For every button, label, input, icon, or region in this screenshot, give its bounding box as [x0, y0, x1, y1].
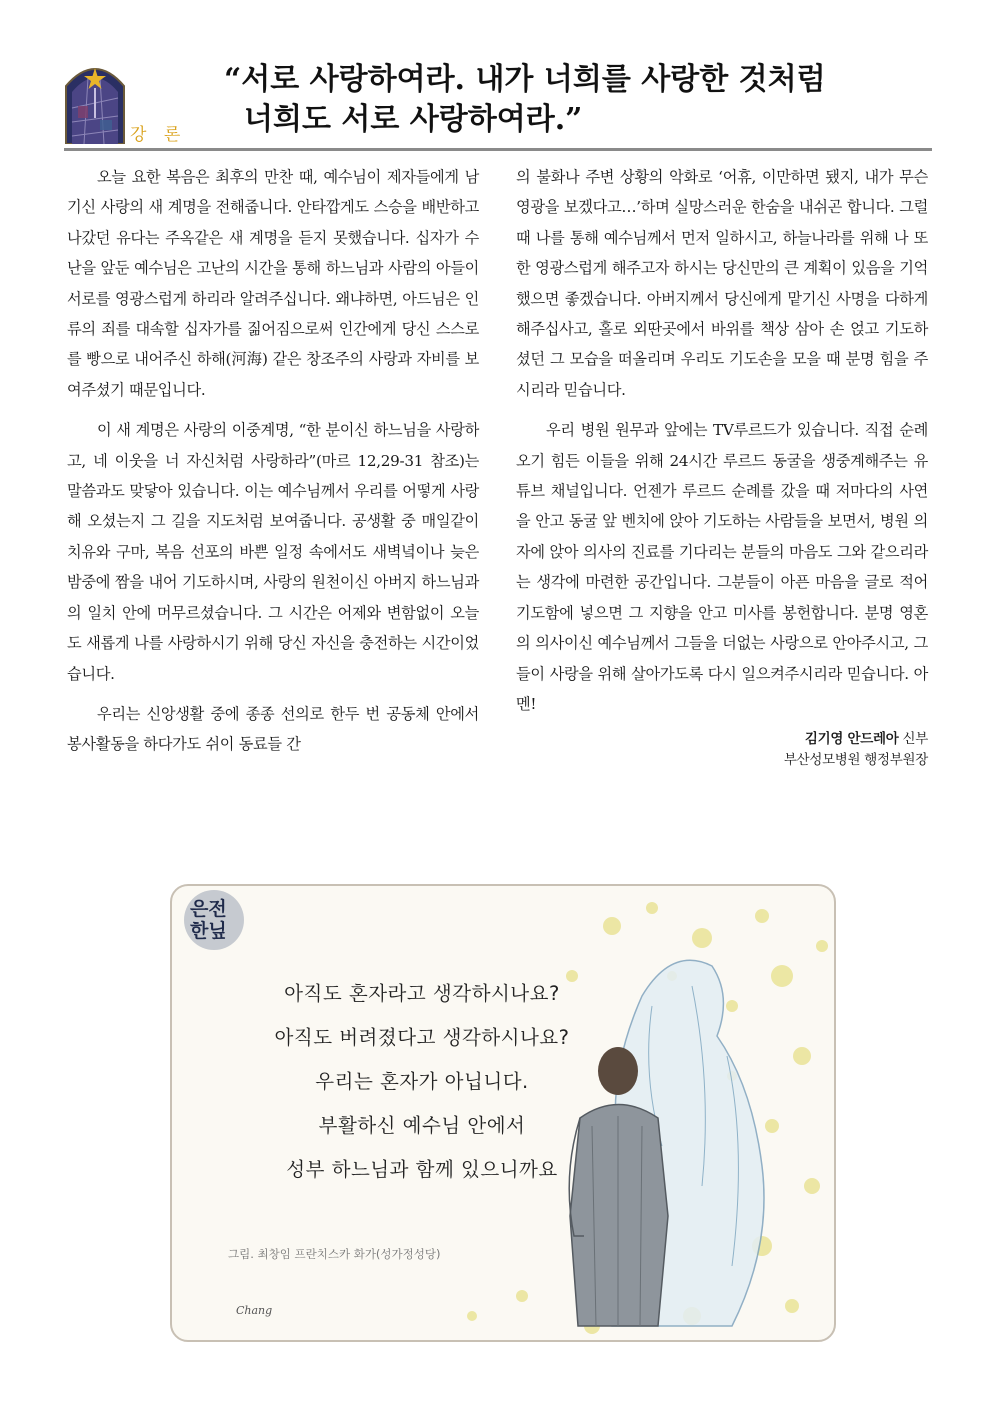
stained-glass-cross-icon [64, 58, 126, 144]
card-line: 아직도 혼자라고 생각하시나요? [284, 982, 560, 1005]
paragraph: 오늘 요한 복음은 최후의 만찬 때, 예수님이 제자들에게 남기신 사랑의 새 계명을 전해줍니다. 안타깝게도 스승을 배반하고 나갔던 유다는 주옥같은 새 계명을 듣지 못했습니다. 십자가 수난을 앞둔 예수님은 고난의 시간을 통해 하느님과 사람의 아들이 서로를 영광스럽게 하리라 알려주십니다. 왜냐하면, 아드님은 인류의 죄를 대속할 십자가를 짊어짐으로써 인간에게 당신 스스로를 빵으로 내어주신 하해(河海) 같은 창조주의 사랑과 자비를 보여주셨기 때문입니다. [67, 168, 479, 399]
card-line: 아직도 버려졌다고 생각하시나요? [274, 1026, 570, 1049]
page-title [224, 60, 826, 140]
card-badge [190, 898, 227, 942]
paragraph: 우리는 신앙생활 중에 종종 선의로 한두 번 공동체 안에서 봉사활동을 하다가도 쉬이 동료들 간 [67, 704, 479, 754]
artist-signature: Chang [236, 1304, 273, 1317]
article-header [64, 58, 932, 152]
author-name: 김기영 안드레아 [804, 731, 899, 748]
section-label: 강 론 [130, 125, 187, 145]
badge-line-1: 은전 [190, 898, 227, 920]
card-line: 우리는 혼자가 아닙니다. [315, 1070, 529, 1093]
paragraph: 이 새 계명은 사랑의 이중계명, “한 분이신 하느님을 사랑하고, 네 이웃을 너 자신처럼 사랑하라”(마르 12,29-31 참조)는 말씀과도 맞닿아 있습니다. 이는 예수님께서 우리를 어떻게 사랑해 오셨는지 그 길을 지도처럼 보여줍니다. 공생활 중 매일같이 치유와 구마, 복음 선포의 바쁜 일정 속에서도 새벽녘이나 늦은 밤중에 짬을 내어 기도하시며, 사랑의 원천이신 아버지 하느님과의 일치 안에 머무르셨습니다. 그 시간은 어제와 변함없이 오늘도 새롭게 나를 사랑하시기 위해 당신 자신을 충전하는 시간이었습니다. [67, 421, 479, 683]
card-text [172, 972, 672, 1192]
paragraph: 우리 병원 원무과 앞에는 TV루르드가 있습니다. 직접 순례 오기 힘든 이들을 위해 24시간 루르드 동굴을 생중계해주는 유튜브 채널입니다. 언젠가 루르드 순례를 갔을 때 저마다의 사연을 안고 동굴 앞 벤치에 앉아 기도하는 사람들을 보면서, 병원 의자에 앉아 의사의 진료를 기다리는 분들의 마음도 그와 같으리라는 생각에 마련한 공간입니다. 그분들이 아픈 마음을 글로 적어 기도함에 넣으면 그 지향을 안고 미사를 봉헌합니다. 분명 영혼의 의사이신 예수님께서 그들을 더없는 사랑으로 안아주시고, 그들이 사랑을 위해 살아가도록 다시 일으켜주시리라 믿습니다. 아멘! [516, 421, 928, 713]
header-divider [64, 148, 932, 151]
author-affiliation: 부산성모병원 행정부원장 [783, 752, 928, 769]
title-line-2: 너희도 서로 사랑하여라.” [244, 102, 583, 137]
author-title: 신부 [902, 731, 928, 748]
article-left-column [67, 162, 479, 770]
card-line: 성부 하느님과 함께 있으니까요 [286, 1158, 558, 1181]
article-right-column [516, 162, 928, 771]
card-line: 부활하신 예수님 안에서 [318, 1114, 526, 1137]
title-line-1: “서로 사랑하여라. 내가 너희를 사랑한 것처럼 [224, 62, 826, 97]
illustration-credit: 그림. 최창임 프란치스카 화가(성가정성당) [228, 1247, 441, 1261]
author-signature [516, 729, 928, 771]
paragraph: 의 불화나 주변 상황의 악화로 ‘어휴, 이만하면 됐지, 내가 무슨 영광을 보겠다고…’하며 실망스러운 한숨을 내쉬곤 합니다. 그럴 때 나를 통해 예수님께서 먼저 일하시고, 하늘나라를 위해 나 또한 영광스럽게 해주고자 하시는 당신만의 큰 계획이 있음을 기억했으면 좋겠습니다. 아버지께서 당신에게 맡기신 사명을 다하게 해주십사고, 홀로 외딴곳에서 바위를 책상 삼아 손 얹고 기도하셨던 그 모습을 떠올리며 우리도 기도손을 모을 때 분명 힘을 주시리라 믿습니다. [516, 168, 928, 399]
illustrated-card [170, 884, 836, 1342]
badge-line-2: 한닢 [190, 920, 227, 942]
